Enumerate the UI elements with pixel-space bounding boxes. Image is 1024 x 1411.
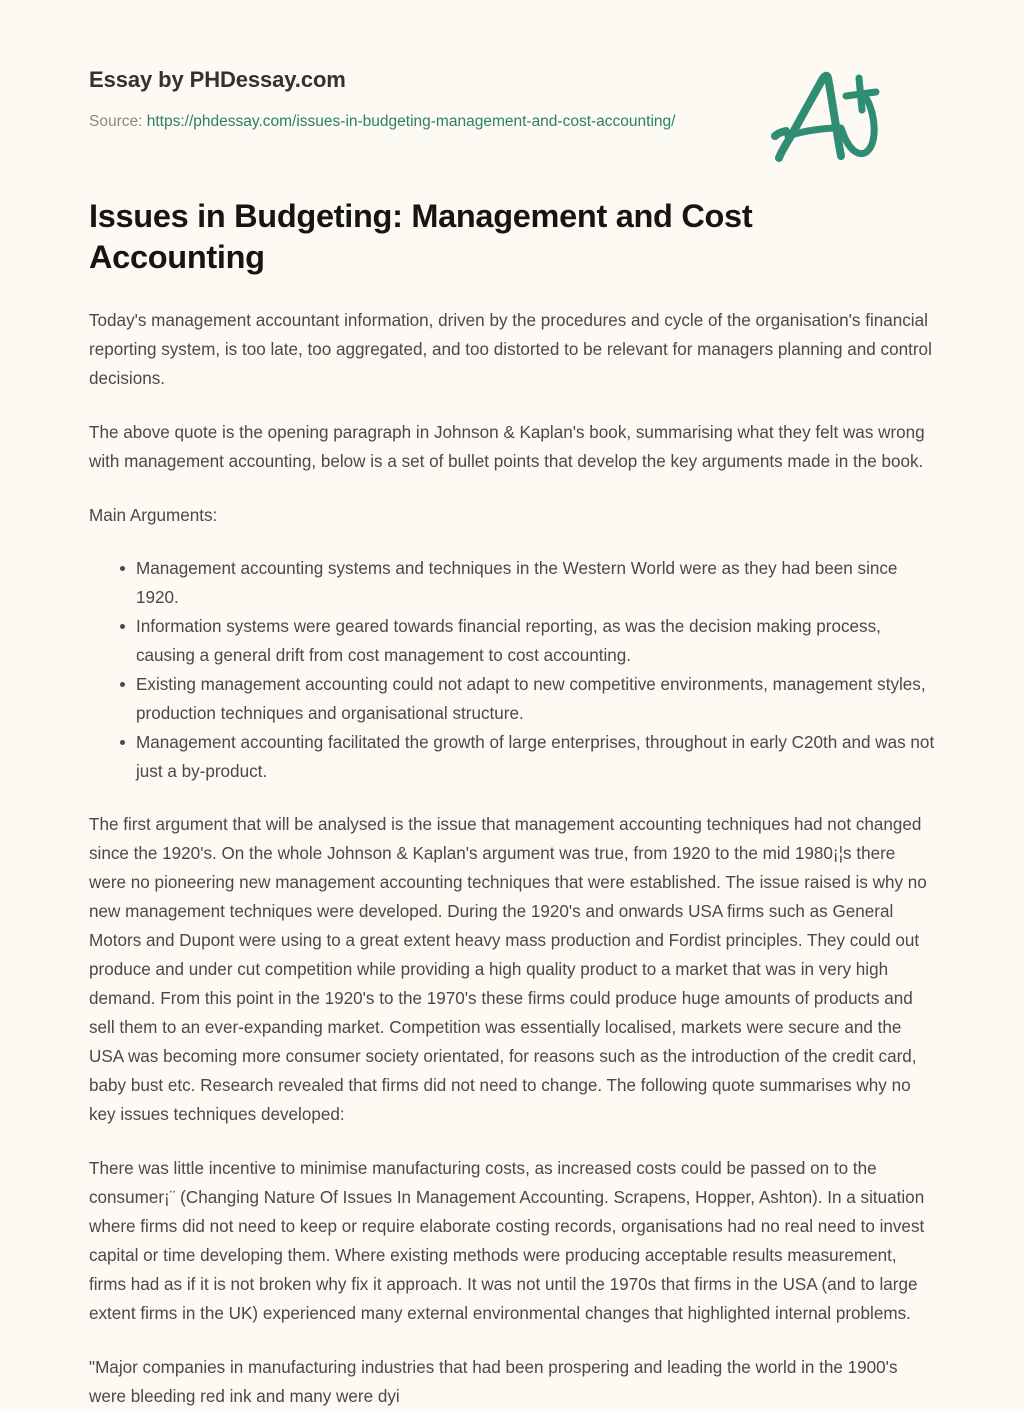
paragraph-intro-quote: Today's management accountant information, driven by the procedures and cycle of the organisation's financial reporting system, is too late, too aggregated, and too distorted to be relevant for managers planning and control decisions. [89,310,932,388]
paragraph-quote-context: The above quote is the opening paragraph in Johnson & Kaplan's book, summarising what they felt was wrong with management accounting, below is a set of bullet points that develop the key arguments made in the book. [89,422,925,471]
source-url-link[interactable]: https://phdessay.com/issues-in-budgeting-management-and-cost-accounting/ [146,112,676,130]
paragraph-major-companies: "Major companies in manufacturing industries that had been prospering and leading the world in the 1900's were bleeding red ink and many were dyi [89,1357,898,1406]
a-plus-logo-icon [767,62,887,172]
list-item: Existing management accounting could not adapt to new competitive environments, management styles, production techniques and organisational structure. [136,670,937,728]
main-arguments-list [89,554,937,786]
list-item: Management accounting facilitated the growth of large enterprises, throughout in early C20th and was not just a by-product. [136,728,937,786]
page-title: Issues in Budgeting: Management and Cost Accounting [89,198,753,275]
paragraph-incentive-quote: There was little incentive to minimise manufacturing costs, as increased costs could be passed on to the consumer¡¨ (Changing Nature Of Issues In Management Accounting. Scrapens, Hopper, Ashton). In a situation where firms did not need to keep or require elaborate costing records, organisations had no real need to invest capital or time developing them. Where existing methods were producing acceptable results measurement, firms had as if it is not broken why fix it approach. It was not until the 1970s that firms in the USA (and to large extent firms in the UK) experienced many external environmental changes that highlighted internal problems. [89,1158,925,1323]
list-item: Information systems were geared towards financial reporting, as was the decision making process, causing a general drift from cost management to cost accounting. [136,612,937,670]
brand-title: Essay by PHDessay.com [89,67,346,92]
paragraph-first-argument: The first argument that will be analysed is the issue that management accounting techniques had not changed since the 1920's. On the whole Johnson & Kaplan's argument was true, from 1920 to the mid 1980¡¦s there were no pioneering new management accounting techniques that were established. The issue raised is why no new management techniques were developed. During the 1920's and onwards USA firms such as General Motors and Dupont were using to a great extent heavy mass production and Fordist principles. They could out produce and under cut competition while providing a high quality product to a market that was in very high demand. From this point in the 1920's to the 1970's these firms could produce huge amounts of products and sell them to an ever-expanding market. Competition was essentially localised, markets were secure and the USA was becoming more consumer society orientated, for reasons such as the introduction of the credit card, baby bust etc. Research revealed that firms did not need to change. The following quote summarises why no key issues techniques developed: [89,814,927,1124]
article-body [89,278,937,1411]
source-label: Source: [89,112,143,130]
list-item: Management accounting systems and techniques in the Western World were as they had been since 1920. [136,554,937,612]
page-header [89,0,935,132]
main-arguments-heading: Main Arguments: [89,505,218,525]
